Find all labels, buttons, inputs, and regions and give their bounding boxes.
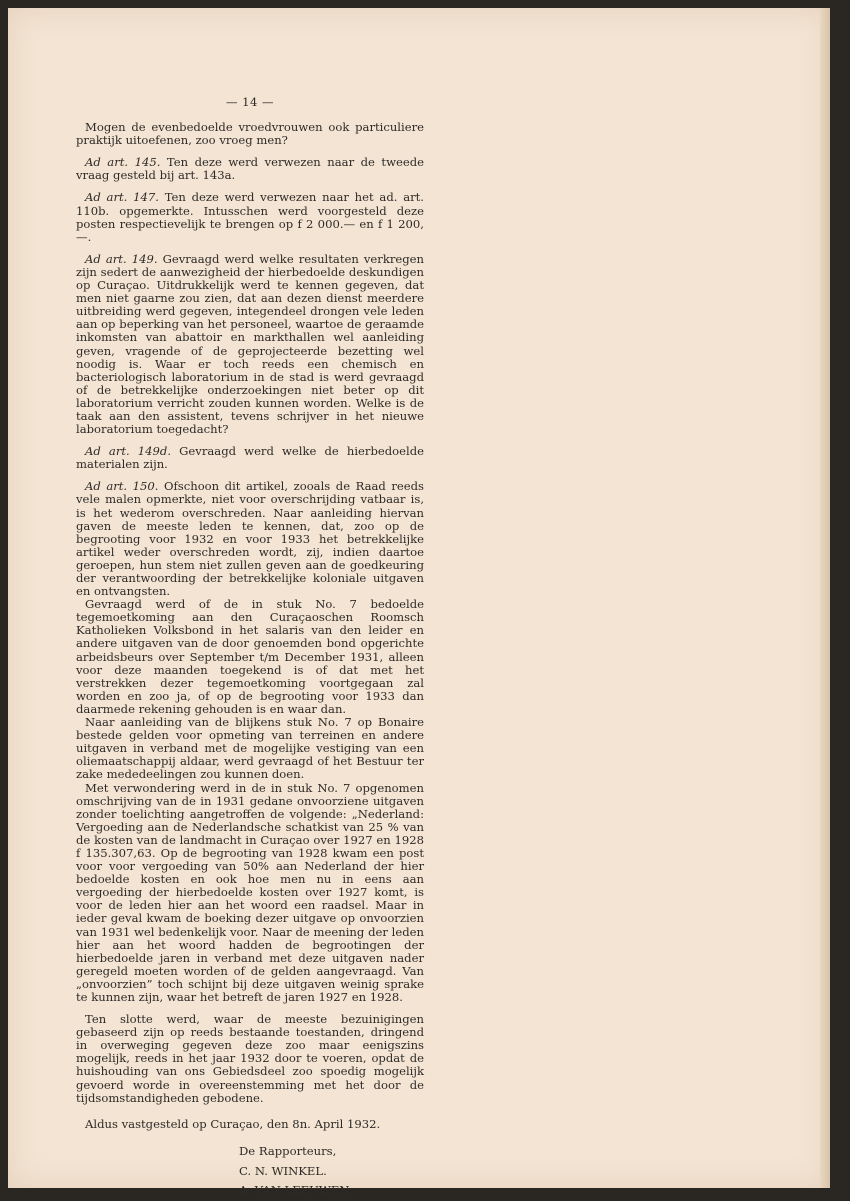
- article-label: Ad art. 145.: [85, 155, 161, 170]
- paragraph-art-145: Ad art. 145. Ten deze werd verwezen naar de tweede vraag gesteld bij art. 143a.: [76, 155, 424, 183]
- paragraph-art-149d: Ad art. 149d. Gevraagd werd welke de hierbedoelde materialen zijn.: [76, 444, 424, 472]
- signature-van-leeuwen: A. VAN LEEUWEN.: [239, 1183, 353, 1198]
- paragraph-art-149: Ad art. 149. Gevraagd werd welke resultaten verkregen zijn sedert de aanwezigheid der hierbedoelde deskundigen op Curaçao. Uitdrukkelijk werd te kennen gegeven, dat men niet gaarne zou zien, dat aan dezen dienst meerdere uitbreiding werd gegeven, integendeel drongen vele leden aan op beperking van het personeel, waartoe de geraamde inkomsten van abattoir en markthallen wel aanleiding geven, vragende of de geprojecteerde bezetting wel noodig is. Waar er toch reeds een chemisch en bacteriologisch laboratorium in de stad is werd gevraagd of de betrekkelijke onderzoekingen niet beter op dit laboratorium verricht zouden kunnen worden. Welke is de taak aan den assistent, tevens schrijver in het nieuwe laboratorium toegedacht?: [76, 251, 424, 437]
- paragraph-art-147: Ad art. 147. Ten deze werd verwezen naar het ad. art. 110b. opgemerkte. Intusschen werd voorgesteld deze posten respectievelijk te brengen op f 2 000.— en f 1 200,—.: [76, 190, 424, 244]
- signature-heading: De Rapporteurs,: [239, 1144, 337, 1159]
- paragraph-onvoorzien: Met verwondering werd in de in stuk No. 7 opgenomen omschrijving van de in 1931 gedane onvoorziene uitgaven zonder toelichting aangetroffen de volgende: „Nederland: Vergoeding aan de Nederlandsche schatkist van 25 % van de kosten van de landmacht in Curaçao over 1927 en 1928 f 135.307,63. Op de begrooting van 1928 kwam een post voor voor vergoeding van 50% aan Nederland der hier bedoelde kosten en ook hoe men nu in eens aan vergoeding der hierbedoelde kosten over 1927 komt, is voor de leden hier aan het woord een raadsel. Maar in ieder geval kwam de boeking dezer uitgave op onvoorzien van 1931 wel bedenkelijk voor. Naar de meening der leden hier aan het woord hadden de begrootingen der hierbedoelde jaren in verband met deze uitgaven nader geregeld moeten worden of de gelden aangevraagd. Van „onvoorzien” toch schijnt bij deze uitgaven weinig sprake te kunnen zijn, waar het betreft de jaren 1927 en 1928.: [76, 780, 424, 1004]
- article-label: Ad art. 150.: [85, 479, 159, 494]
- paragraph-volksbond: Gevraagd werd of de in stuk No. 7 bedoelde tegemoetkoming aan den Curaçaoschen Roomsch Katholieken Volksbond in het salaris van den leider en andere uitgaven van de door genoemden bond opgerichte arbeidsbeurs over September t/m December 1931, alleen voor deze maanden toegekend is of dat met het verstrekken dezer tegemoetkoming voortgegaan zal worden en zoo ja, of op de begrooting voor 1933 dan daarmede rekening gehouden is en waar dan.: [76, 597, 424, 716]
- article-label: Ad art. 149.: [85, 251, 158, 266]
- article-label: Ad art. 147.: [85, 190, 159, 205]
- paragraph-vroedvrouwen: Mogen de evenbedoelde vroedvrouwen ook particuliere praktijk uitoefenen, zoo vroeg men?: [76, 120, 424, 148]
- paragraph-art-150: Ad art. 150. Ofschoon dit artikel, zooals de Raad reeds vele malen opmerkte, niet voor overschrijding vatbaar is, is het wederom overschreden. Naar aanleiding hiervan gaven de meeste leden te kennen, dat, zoo op de begrooting voor 1932 en voor 1933 het betrekkelijke artikel weder overschreden wordt, zij, indien daartoe geroepen, hun stem niet zullen geven aan de goedkeuring der verantwoording der betrekkelijke koloniale uitgaven en ontvangsten.: [76, 479, 424, 599]
- paragraph-bezuinigingen: Ten slotte werd, waar de meeste bezuinigingen gebaseerd zijn op reeds bestaande toestanden, dringend in overweging gegeven deze zoo maar eenigszins mogelijk, reeds in het jaar 1932 door te voeren, opdat de huishouding van ons Gebiedsdeel zoo spoedig mogelijk gevoerd worde in overeenstemming met het door de tijdsomstandigheden gebodene.: [76, 1012, 424, 1105]
- signature-block: [76, 1142, 424, 1201]
- text-column: [76, 96, 424, 1201]
- signature-winkel: C. N. WINKEL.: [239, 1163, 327, 1178]
- paragraph-bonaire: Naar aanleiding van de blijkens stuk No. 7 op Bonaire bestede gelden voor opmeting van terreinen en andere uitgaven in verband met de mogelijke vestiging van een oliemaatschappij aldaar, werd gevraagd of het Bestuur ter zake mededeelingen zou kunnen doen.: [76, 715, 424, 782]
- document-page: [8, 8, 830, 1198]
- page-edge: [820, 8, 830, 1188]
- article-label: Ad art. 149d.: [85, 444, 172, 459]
- page-number: — 14 —: [226, 95, 274, 109]
- closing-line: Aldus vastgesteld op Curaçao, den 8n. April 1932.: [85, 1116, 381, 1131]
